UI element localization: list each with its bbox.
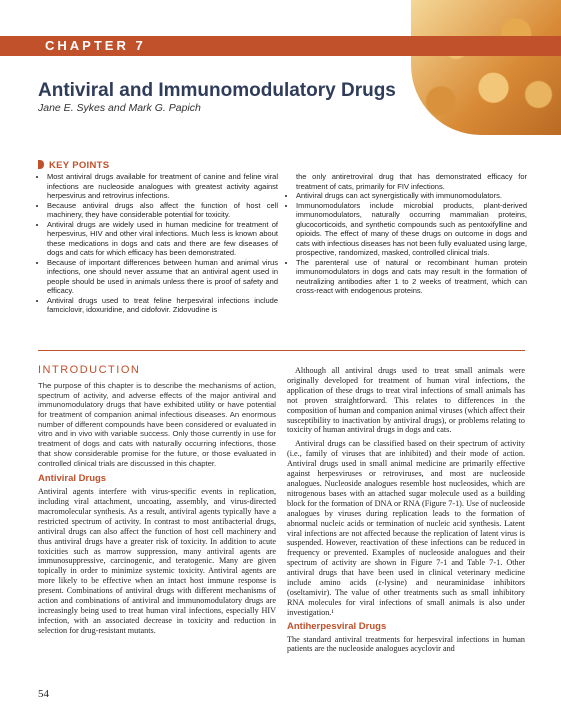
- antiviral-drugs-text: Antiviral agents interfere with virus-specific events in replication, including viral attachment, uncoating, assembly, and virus-directed macromolecular synthesis. As a result, antiviral agents typically have a restricted spectrum of activity. In contrast to most antibacterial drugs, antiviral drugs can also affect the function of host cell machinery and thus antiviral drugs have a greater risk of toxicity. In addition to acute toxicities such as marrow suppression, many antiviral agents are immunosuppressive, carcinogenic, and teratogenic. Many are given topically in order to minimize systemic toxicity. Antiviral agents are more likely to be effective when an intact host immune response is present. Combinations of antiviral drugs with different mechanisms of action and combinations of antiviral and immunomodulatory drugs are increasingly being used to treat human viral infections, especially HIV infection, with an associated decrease in toxicity and reduction in selection for drug-resistant mutants.: [38, 487, 276, 635]
- paragraph: The standard antiviral treatments for herpesviral infections in human patients are the nucleoside analogues acyclovir and: [287, 634, 525, 654]
- key-points-left-column: [38, 172, 278, 315]
- chapter-authors: Jane E. Sykes and Mark G. Papich: [38, 102, 201, 114]
- chapter-title: Antiviral and Immunomodulatory Drugs: [38, 80, 396, 101]
- key-point: • Antiviral drugs are widely used in human medicine for treatment of herpesvirus, HIV and other viral infections. Much less is known about these medications in dogs and cats and there are few diseases of dogs and cats for which efficacy has been demonstrated.: [47, 220, 278, 258]
- key-point: • The parenteral use of natural or recombinant human protein immunomodulators in dogs and cats may result in the formation of neutralizing antibodies after 1 to 2 weeks of treatment, which can cross-react with endogenous proteins.: [296, 258, 527, 296]
- bullet-marker-icon: [38, 160, 44, 169]
- key-point: • Because of important differences between human and animal virus infections, one should never assume that an antiviral agent used in people should be used in animals unless there is proof of safety and efficacy.: [47, 258, 278, 296]
- key-point: • Antiviral drugs can act synergistically with immunomodulators.: [296, 191, 527, 201]
- key-point: • Immunomodulators include microbial products, plant-derived immunomodulators, naturally occurring mammalian proteins, glucocorticoids, and synthetic compounds such as pentoxifylline and opioids. The effect of many of these drugs on outcome in dogs and cats with infectious diseases has not been fully evaluated using large, prospective, randomized, masked, controlled clinical trials.: [296, 201, 527, 258]
- body-right-column: [287, 366, 525, 658]
- page-number: 54: [38, 688, 49, 700]
- paragraph: Antiviral drugs can be classified based on their spectrum of activity (i.e., family of viruses that are inhibited) and their mode of action. Antiviral drugs used in small animal medicine are primarily effective against herpesviruses or retroviruses, and most are nucleoside analogues. Nucleoside analogues resemble host nucleosides, which are nitrogenous bases with an attached sugar molecule used as a building block for the formation of DNA or RNA (Figure 7-1). Use of nucleoside analogues by viruses during replication leads to the formation of abnormal nucleic acids or termination of nucleic acid synthesis. Latent viral infections are not affected because the replication of latent virus is suspended. However, reactivation of these infections can be reduced in frequency or prevented. Examples of nucleoside analogues and their spectrum of activity are shown in Figure 7-1 and Table 7-1. Other antiviral drugs that have been used in clinical veterinary medicine include amino acids (ε-lysine) and neuraminidase inhibitors (oseltamivir). The value of other treatments such as small inhibitory RNA molecules for viral infections of small animals is also under investigation.¹: [287, 439, 525, 617]
- introduction-heading: INTRODUCTION: [38, 364, 141, 376]
- key-points-heading: [38, 160, 109, 171]
- paragraph: Although all antiviral drugs used to treat small animals were originally developed for treatment of human viral infections, the application of these drugs to treat viral infections of small animals has not proven straightforward. This relates to differences in the composition of human and companion animal viruses (which affect their susceptibility to inactivation by antiviral drugs), or problems relating to toxicity of human antiviral drugs in dogs and cats.: [287, 366, 525, 435]
- antiviral-drugs-heading: Antiviral Drugs: [38, 473, 107, 485]
- chapter-illustration: [411, 0, 561, 135]
- antiherpesviral-drugs-heading: Antiherpesviral Drugs: [287, 620, 387, 632]
- key-points-right-column: [287, 172, 527, 296]
- key-point: • Because antiviral drugs also affect the function of host cell machinery, they have considerable potential for toxicity.: [47, 201, 278, 220]
- introduction-text: The purpose of this chapter is to describe the mechanisms of action, spectrum of activity, and adverse effects of the major antiviral and immunomodulatory drugs that have exhibited utility or have potential for treatment of companion animal infectious diseases. An enormous number of different compounds have been considered or evaluated in vitro and in vivo with variable success. Only those currently in use for treatment of dogs and cats with naturally occurring infections, those that show considerable promise for the future, or those evaluated in controlled clinical trials are discussed in this chapter.: [38, 380, 276, 468]
- key-points-title: KEY POINTS: [49, 160, 110, 171]
- body-left-column: [38, 366, 276, 640]
- chapter-label: CHAPTER 7: [45, 38, 146, 53]
- key-point-continuation: the only antiretroviral drug that has demonstrated efficacy for treatment of cats, primarily for FIV infections.: [296, 172, 527, 191]
- chapter-header: [0, 0, 561, 70]
- key-point: • Most antiviral drugs available for treatment of canine and feline viral infections are nucleoside analogues with greatest activity against herpesvirus and retrovirus infections.: [47, 172, 278, 201]
- key-point: • Antiviral drugs used to treat feline herpesviral infections include famciclovir, idoxuridine, and cidofovir. Zidovudine is: [47, 296, 278, 315]
